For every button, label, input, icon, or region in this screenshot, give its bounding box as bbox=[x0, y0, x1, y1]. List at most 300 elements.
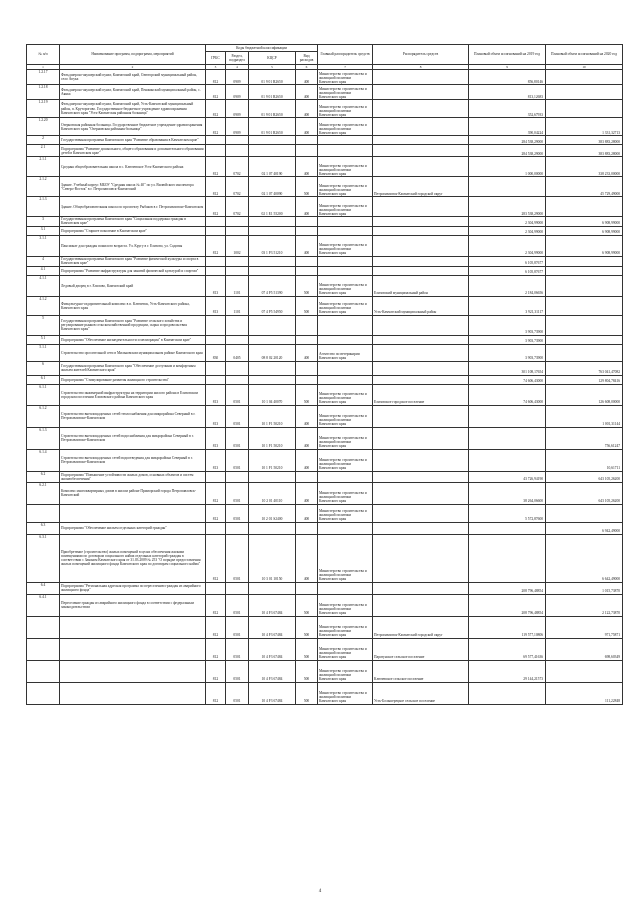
row-sum-2020: 1 015,73870 bbox=[546, 582, 623, 594]
table-row bbox=[27, 118, 623, 136]
row-sum-2019: 3 903,73900 bbox=[469, 344, 546, 361]
row-sum-2020 bbox=[546, 197, 623, 217]
row-csr: 07 4 P5 54950 bbox=[249, 296, 296, 315]
row-grbs-main: Министерство строительства и жилищной политики Камчатского края bbox=[318, 70, 373, 85]
row-name: Подпрограмма "Обеспечение жильем отдельных категорий граждан" bbox=[60, 522, 206, 534]
row-section: 0501 bbox=[226, 384, 249, 405]
row-grbs: 812 bbox=[206, 594, 226, 616]
row-number bbox=[27, 682, 60, 704]
row-csr: 02 1 07 40190 bbox=[249, 157, 296, 177]
row-vr bbox=[296, 217, 318, 227]
row-section: 0501 bbox=[226, 660, 249, 682]
row-name: Подпрограмма "Старшее поколение в Камчатском крае" bbox=[60, 226, 206, 235]
row-number: 6.4.1 bbox=[27, 594, 60, 616]
row-name: Средняя общеобразовательная школа в с. Ключевское Усть-Камчатского района bbox=[60, 157, 206, 177]
row-grbs-main: Министерство строительства и жилищной политики Камчатского края bbox=[318, 449, 373, 471]
column-number: 3 bbox=[206, 65, 226, 70]
row-grbs-main bbox=[318, 217, 373, 227]
row-vr: 500 bbox=[296, 296, 318, 315]
row-recipient: Петропавловск-Камчатский городской округ bbox=[373, 177, 469, 197]
header-name: Наименование программ, подпрограмм, мероприятий bbox=[60, 45, 206, 65]
row-name: Здание. Общеобразовательная школа по проспекту Рыбаков в г. Петропавловске-Камчатском bbox=[60, 197, 206, 217]
row-section: 0702 bbox=[226, 157, 249, 177]
row-recipient: Елизовский муниципальный район bbox=[373, 275, 469, 296]
row-number: 5.1 bbox=[27, 335, 60, 344]
row-grbs-main: Министерство строительства и жилищной политики Камчатского края bbox=[318, 85, 373, 100]
row-number: 6.3.1 bbox=[27, 534, 60, 582]
row-grbs bbox=[206, 145, 226, 157]
row-number: 5 bbox=[27, 315, 60, 335]
row-sum-2019: 74 606,43000 bbox=[469, 384, 546, 405]
row-grbs: 812 bbox=[206, 235, 226, 256]
row-csr bbox=[249, 145, 296, 157]
row-sum-2020 bbox=[546, 660, 623, 682]
table-row bbox=[27, 235, 623, 256]
row-recipient: Усть-Камчатский муниципальный район bbox=[373, 296, 469, 315]
column-number: 8 bbox=[373, 65, 469, 70]
row-section: 0702 bbox=[226, 197, 249, 217]
row-recipient bbox=[373, 226, 469, 235]
row-sum-2019: 69 577,41636 bbox=[469, 638, 546, 660]
row-grbs bbox=[206, 582, 226, 594]
header-recipient: Распорядитель средств bbox=[373, 45, 469, 65]
row-sum-2019: 3 903,73900 bbox=[469, 315, 546, 335]
row-csr: 01 9 01 R2650 bbox=[249, 100, 296, 118]
row-recipient bbox=[373, 482, 469, 504]
row-sum-2020: 45 729,49000 bbox=[546, 177, 623, 197]
row-csr: 01 9 01 R2650 bbox=[249, 70, 296, 85]
row-sum-2020 bbox=[546, 296, 623, 315]
row-grbs-main: Агентство по ветеринарии Камчатского края bbox=[318, 344, 373, 361]
row-number: 6.2 bbox=[27, 471, 60, 482]
row-csr: 01 9 01 R2650 bbox=[249, 85, 296, 100]
table-row bbox=[27, 335, 623, 344]
row-sum-2019: 3 903,73900 bbox=[469, 335, 546, 344]
row-recipient bbox=[373, 335, 469, 344]
header-section: Раздел, подраздел bbox=[226, 52, 249, 65]
row-sum-2020: 111,22848 bbox=[546, 682, 623, 704]
row-grbs-main: Министерство строительства и жилищной политики Камчатского края bbox=[318, 235, 373, 256]
row-number: 4 bbox=[27, 256, 60, 266]
row-recipient bbox=[373, 118, 469, 136]
row-vr bbox=[296, 335, 318, 344]
table-row bbox=[27, 638, 623, 660]
row-sum-2019: 74 606,43000 bbox=[469, 375, 546, 384]
row-section bbox=[226, 375, 249, 384]
row-csr: 01 9 01 R2650 bbox=[249, 118, 296, 136]
row-grbs-main: Министерство строительства и жилищной политики Камчатского края bbox=[318, 405, 373, 427]
row-grbs: 813 bbox=[206, 275, 226, 296]
row-csr bbox=[249, 256, 296, 266]
row-grbs-main: Министерство строительства и жилищной политики Камчатского края bbox=[318, 384, 373, 405]
row-csr bbox=[249, 315, 296, 335]
table-row bbox=[27, 145, 623, 157]
row-csr: 10 1 F1 50210 bbox=[249, 427, 296, 449]
row-sum-2020: 6 908,99000 bbox=[546, 226, 623, 235]
row-csr bbox=[249, 335, 296, 344]
row-vr: 400 bbox=[296, 344, 318, 361]
row-sum-2020 bbox=[546, 315, 623, 335]
column-number: 2 bbox=[60, 65, 206, 70]
row-name: Подпрограмма "Стимулирование развития жилищного строительства" bbox=[60, 375, 206, 384]
header-vr: Вид расходов bbox=[296, 52, 318, 65]
row-recipient bbox=[373, 534, 469, 582]
table-row bbox=[27, 504, 623, 522]
row-section: 0909 bbox=[226, 85, 249, 100]
row-grbs-main bbox=[318, 315, 373, 335]
row-vr bbox=[296, 522, 318, 534]
table-row bbox=[27, 660, 623, 682]
row-csr: 10 1 F1 50210 bbox=[249, 405, 296, 427]
row-sum-2019 bbox=[469, 682, 546, 704]
row-sum-2020: 126 608,00000 bbox=[546, 384, 623, 405]
row-number: 6 bbox=[27, 361, 60, 375]
table-row bbox=[27, 197, 623, 217]
budget-table bbox=[26, 44, 623, 705]
row-section: 0405 bbox=[226, 344, 249, 361]
row-sum-2020: 6 908,99000 bbox=[546, 217, 623, 227]
row-number: 1.2.20 bbox=[27, 118, 60, 136]
table-row bbox=[27, 471, 623, 482]
page-number: 4 bbox=[318, 889, 322, 894]
row-grbs-main bbox=[318, 256, 373, 266]
row-vr bbox=[296, 266, 318, 275]
row-section: 1002 bbox=[226, 235, 249, 256]
row-csr bbox=[249, 226, 296, 235]
row-csr bbox=[249, 361, 296, 375]
row-number: 6.4 bbox=[27, 582, 60, 594]
row-grbs-main: Министерство строительства и жилищной политики Камчатского края bbox=[318, 594, 373, 616]
row-grbs-main: Министерство строительства и жилищной политики Камчатского края bbox=[318, 197, 373, 217]
row-section bbox=[226, 582, 249, 594]
row-sum-2020: 129 804,78416 bbox=[546, 375, 623, 384]
row-csr bbox=[249, 582, 296, 594]
row-sum-2019 bbox=[469, 449, 546, 471]
row-sum-2020 bbox=[546, 70, 623, 85]
row-sum-2019: 284 538,29000 bbox=[469, 136, 546, 145]
row-number: 6.3 bbox=[27, 522, 60, 534]
row-vr: 500 bbox=[296, 384, 318, 405]
row-number: 2 bbox=[27, 136, 60, 145]
row-csr bbox=[249, 266, 296, 275]
row-csr: 10 1 04 40070 bbox=[249, 384, 296, 405]
row-csr bbox=[249, 522, 296, 534]
row-sum-2020: 698,60349 bbox=[546, 638, 623, 660]
column-number: 7 bbox=[318, 65, 373, 70]
row-vr: 400 bbox=[296, 405, 318, 427]
row-sum-2019 bbox=[469, 177, 546, 197]
row-csr: 10 4 F3 67484 bbox=[249, 660, 296, 682]
row-name: Переселение граждан из аварийного жилищного фонда в соответствии с федеральным законодательством bbox=[60, 594, 206, 616]
table-row bbox=[27, 616, 623, 638]
table-row bbox=[27, 157, 623, 177]
row-sum-2020: 383 883,28000 bbox=[546, 136, 623, 145]
row-number: 2.1 bbox=[27, 145, 60, 157]
row-vr: 400 bbox=[296, 427, 318, 449]
row-csr: 10 4 F3 67484 bbox=[249, 616, 296, 638]
row-grbs-main: Министерство строительства и жилищной политики Камчатского края bbox=[318, 427, 373, 449]
row-grbs: 812 bbox=[206, 504, 226, 522]
row-number: 6.1.1 bbox=[27, 384, 60, 405]
row-grbs-main: Министерство строительства и жилищной политики Камчатского края bbox=[318, 482, 373, 504]
row-vr: 400 bbox=[296, 118, 318, 136]
row-sum-2019 bbox=[469, 405, 546, 427]
row-grbs-main bbox=[318, 522, 373, 534]
row-csr: 10 4 F3 67484 bbox=[249, 682, 296, 704]
row-grbs bbox=[206, 375, 226, 384]
row-recipient bbox=[373, 136, 469, 145]
header-codes-group: Коды бюджетной классификации bbox=[206, 45, 318, 52]
row-recipient bbox=[373, 449, 469, 471]
row-csr bbox=[249, 136, 296, 145]
row-name: Строительство внеплощадочных сетей водоотведения для микрорайона Северный в г. Петропавловске-Камчатском bbox=[60, 449, 206, 471]
row-csr bbox=[249, 375, 296, 384]
row-section: 0501 bbox=[226, 682, 249, 704]
row-recipient bbox=[373, 504, 469, 522]
row-number: 5.1.1 bbox=[27, 344, 60, 361]
row-number: 3.1.1 bbox=[27, 235, 60, 256]
row-sum-2019: 6 105,87677 bbox=[469, 256, 546, 266]
row-name: Приобретение (строительство) жилых помещений в целях обеспечения жилыми помещениями по договорам социального найма отдельных категорий граждан в соответствии с Законом Камчатского края от 31.03.2009 № 253 "О порядке предоставления жилых помещений жилищного фонда Камчатского края по договорам социального найма" bbox=[60, 534, 206, 582]
table-row bbox=[27, 427, 623, 449]
row-vr bbox=[296, 315, 318, 335]
row-grbs-main: Министерство строительства и жилищной политики Камчатского края bbox=[318, 638, 373, 660]
table-row bbox=[27, 85, 623, 100]
row-grbs-main: Министерство строительства и жилищной политики Камчатского края bbox=[318, 275, 373, 296]
row-grbs-main bbox=[318, 136, 373, 145]
row-recipient: Ключевское сельское поселение bbox=[373, 660, 469, 682]
row-name: Пансионат для граждан пожилого возраста. Ул. Кругу в г. Елизово, ул. Садовая bbox=[60, 235, 206, 256]
row-recipient bbox=[373, 522, 469, 534]
row-number: 3 bbox=[27, 217, 60, 227]
table-header bbox=[27, 45, 623, 70]
row-number: 2.1.1 bbox=[27, 157, 60, 177]
table-row bbox=[27, 594, 623, 616]
row-name: Государственная программа Камчатского края "Обеспечение доступным и комфортным жильем жителей Камчатского края" bbox=[60, 361, 206, 375]
row-number: 6.1 bbox=[27, 375, 60, 384]
row-grbs-main: Министерство строительства и жилищной политики Камчатского края bbox=[318, 296, 373, 315]
row-name: Государственная программа Камчатского края "Социальная поддержка граждан в Камчатском крае" bbox=[60, 217, 206, 227]
row-sum-2020: 6 642,49000 bbox=[546, 534, 623, 582]
row-section: 0501 bbox=[226, 405, 249, 427]
row-section bbox=[226, 361, 249, 375]
row-csr: 07 4 P5 51390 bbox=[249, 275, 296, 296]
row-number: 4.1.2 bbox=[27, 296, 60, 315]
row-recipient bbox=[373, 427, 469, 449]
row-section: 0501 bbox=[226, 594, 249, 616]
row-grbs: 812 bbox=[206, 534, 226, 582]
row-sum-2019: 208 796,48854 bbox=[469, 582, 546, 594]
document-page bbox=[26, 44, 622, 705]
column-number: 6 bbox=[296, 65, 318, 70]
row-grbs-main: Министерство строительства и жилищной политики Камчатского края bbox=[318, 616, 373, 638]
row-section bbox=[226, 315, 249, 335]
row-vr bbox=[296, 582, 318, 594]
table-row bbox=[27, 266, 623, 275]
row-grbs: 812 bbox=[206, 157, 226, 177]
row-grbs: 812 bbox=[206, 118, 226, 136]
row-grbs: 812 bbox=[206, 177, 226, 197]
table-row bbox=[27, 482, 623, 504]
row-recipient bbox=[373, 217, 469, 227]
table-row bbox=[27, 70, 623, 85]
row-vr: 500 bbox=[296, 177, 318, 197]
table-row bbox=[27, 375, 623, 384]
row-name bbox=[60, 638, 206, 660]
row-grbs: 812 bbox=[206, 197, 226, 217]
row-name: Фельдшерско-акушерский пункт, Камчатский край, Олюторский муниципальный район, село Апука bbox=[60, 70, 206, 85]
row-grbs-main: Министерство строительства и жилищной политики Камчатского края bbox=[318, 504, 373, 522]
row-recipient bbox=[373, 70, 469, 85]
row-recipient bbox=[373, 471, 469, 482]
row-sum-2019: 2 184,06656 bbox=[469, 275, 546, 296]
row-section: 0909 bbox=[226, 70, 249, 85]
header-sum-2019: Плановый объем ассигнований на 2019 год bbox=[469, 45, 546, 65]
table-row bbox=[27, 315, 623, 335]
column-number: 4 bbox=[226, 65, 249, 70]
row-grbs bbox=[206, 136, 226, 145]
row-sum-2019: 352,67933 bbox=[469, 100, 546, 118]
table-row bbox=[27, 522, 623, 534]
row-sum-2020: 2 122,73870 bbox=[546, 594, 623, 616]
row-vr: 400 bbox=[296, 197, 318, 217]
row-sum-2020 bbox=[546, 344, 623, 361]
row-number bbox=[27, 616, 60, 638]
row-recipient bbox=[373, 157, 469, 177]
row-name: Государственная программа Камчатского края "Развитие сельского хозяйства и регулирование рынков сельскохозяйственной продукции, сырья и продовольствия Камчатского края" bbox=[60, 315, 206, 335]
row-vr bbox=[296, 471, 318, 482]
row-recipient bbox=[373, 197, 469, 217]
row-section: 0909 bbox=[226, 118, 249, 136]
row-grbs-main bbox=[318, 335, 373, 344]
row-grbs: 813 bbox=[206, 384, 226, 405]
row-section: 0702 bbox=[226, 177, 249, 197]
row-grbs: 813 bbox=[206, 449, 226, 471]
row-vr: 400 bbox=[296, 449, 318, 471]
row-section: 1101 bbox=[226, 275, 249, 296]
row-vr: 500 bbox=[296, 616, 318, 638]
row-name: Строительство внеплощадочных сетей теплоснабжения для микрорайона Северный в г. Петропавловске-Камчатском bbox=[60, 405, 206, 427]
row-vr: 400 bbox=[296, 157, 318, 177]
row-grbs: 812 bbox=[206, 482, 226, 504]
row-number: 6.1.4 bbox=[27, 449, 60, 471]
row-grbs: 812 bbox=[206, 616, 226, 638]
row-grbs: 812 bbox=[206, 85, 226, 100]
header-grbs-main: Главный распорядитель средств bbox=[318, 45, 373, 65]
row-sum-2020 bbox=[546, 504, 623, 522]
row-csr: 10 1 F1 50210 bbox=[249, 449, 296, 471]
row-recipient: Паратунское сельское поселение bbox=[373, 638, 469, 660]
row-grbs-main: Министерство строительства и жилищной политики Камчатского края bbox=[318, 177, 373, 197]
row-grbs-main bbox=[318, 266, 373, 275]
row-section bbox=[226, 217, 249, 227]
row-grbs-main: Министерство строительства и жилищной политики Камчатского края bbox=[318, 118, 373, 136]
row-sum-2019: 208 796,48854 bbox=[469, 594, 546, 616]
row-sum-2020 bbox=[546, 100, 623, 118]
row-csr: 03 1 P3 51210 bbox=[249, 235, 296, 256]
row-vr: 500 bbox=[296, 638, 318, 660]
row-recipient bbox=[373, 405, 469, 427]
row-sum-2020: 1 331,32713 bbox=[546, 118, 623, 136]
row-name: Фельдшерско-акушерский пункт, Камчатский край, Усть-Камчатский муниципальный район, п. Круторогово. Государственное бюджетное учреждение здравоохранения Камчатского края "Усть-Камчатская районная больница" bbox=[60, 100, 206, 118]
row-name: Озерновская районная больница. Государственное бюджетное учреждение здравоохранения Камчатского края "Озерновская районная больница" bbox=[60, 118, 206, 136]
row-number bbox=[27, 504, 60, 522]
row-recipient bbox=[373, 235, 469, 256]
row-grbs: 812 bbox=[206, 100, 226, 118]
row-section: 0501 bbox=[226, 638, 249, 660]
row-grbs bbox=[206, 335, 226, 344]
row-sum-2019: 29 144,21573 bbox=[469, 660, 546, 682]
table-row bbox=[27, 226, 623, 235]
row-sum-2019: 38 264,06600 bbox=[469, 482, 546, 504]
row-grbs-main: Министерство строительства и жилищной политики Камчатского края bbox=[318, 534, 373, 582]
row-recipient bbox=[373, 582, 469, 594]
row-grbs-main bbox=[318, 361, 373, 375]
table-row bbox=[27, 217, 623, 227]
row-sum-2020: 643 105,26200 bbox=[546, 471, 623, 482]
column-number: 10 bbox=[546, 65, 623, 70]
row-vr: 500 bbox=[296, 660, 318, 682]
table-row bbox=[27, 582, 623, 594]
row-number bbox=[27, 660, 60, 682]
row-number: 6.1.2 bbox=[27, 405, 60, 427]
row-section: 0501 bbox=[226, 427, 249, 449]
row-name: Подпрограмма "Региональная адресная программа по переселению граждан из аварийного жилищного фонда" bbox=[60, 582, 206, 594]
row-sum-2020: 1 001,31144 bbox=[546, 405, 623, 427]
row-sum-2019: 1 000,00000 bbox=[469, 157, 546, 177]
row-sum-2020: 763 041,47082 bbox=[546, 361, 623, 375]
row-vr: 400 bbox=[296, 70, 318, 85]
row-csr: 10 2 01 S2400 bbox=[249, 504, 296, 522]
row-sum-2020: 6 942,49000 bbox=[546, 522, 623, 534]
row-recipient bbox=[373, 315, 469, 335]
row-sum-2019: 5 572,87600 bbox=[469, 504, 546, 522]
row-name: Строительство инженерной инфраструктуры на территории жилого района в Елизовском городском поселении Елизовского района Камчатского края bbox=[60, 384, 206, 405]
row-number: 1.2.19 bbox=[27, 100, 60, 118]
row-csr: 10 4 F3 67484 bbox=[249, 638, 296, 660]
row-sum-2020: 756,61247 bbox=[546, 427, 623, 449]
row-section bbox=[226, 522, 249, 534]
row-sum-2020 bbox=[546, 275, 623, 296]
row-sum-2020 bbox=[546, 85, 623, 100]
header-num: № п/п bbox=[27, 45, 60, 65]
row-sum-2020: 10,61711 bbox=[546, 449, 623, 471]
row-recipient bbox=[373, 145, 469, 157]
row-section bbox=[226, 256, 249, 266]
row-recipient: Елизовское городское поселение bbox=[373, 384, 469, 405]
row-number: 6.1.3 bbox=[27, 427, 60, 449]
row-grbs bbox=[206, 266, 226, 275]
table-row bbox=[27, 296, 623, 315]
column-number: 5 bbox=[249, 65, 296, 70]
row-name: Подпрограмма "Развитие дошкольного, общего образования и дополнительного образования детей в Камчатском крае" bbox=[60, 145, 206, 157]
row-section: 1101 bbox=[226, 296, 249, 315]
table-row bbox=[27, 100, 623, 118]
row-grbs: 830 bbox=[206, 344, 226, 361]
row-sum-2019: 2 304,99000 bbox=[469, 217, 546, 227]
row-name bbox=[60, 660, 206, 682]
row-vr: 400 bbox=[296, 85, 318, 100]
row-section bbox=[226, 145, 249, 157]
row-name: Подпрограмма "Развитие инфраструктуры для занятий физической культурой и спортом" bbox=[60, 266, 206, 275]
row-recipient: Петропавловск-Камчатский городской округ bbox=[373, 616, 469, 638]
row-recipient bbox=[373, 375, 469, 384]
row-grbs-main bbox=[318, 375, 373, 384]
row-grbs-main: Министерство строительства и жилищной политики Камчатского края bbox=[318, 682, 373, 704]
row-sum-2019: 283 538,29000 bbox=[469, 197, 546, 217]
row-section bbox=[226, 136, 249, 145]
row-grbs: 813 bbox=[206, 296, 226, 315]
